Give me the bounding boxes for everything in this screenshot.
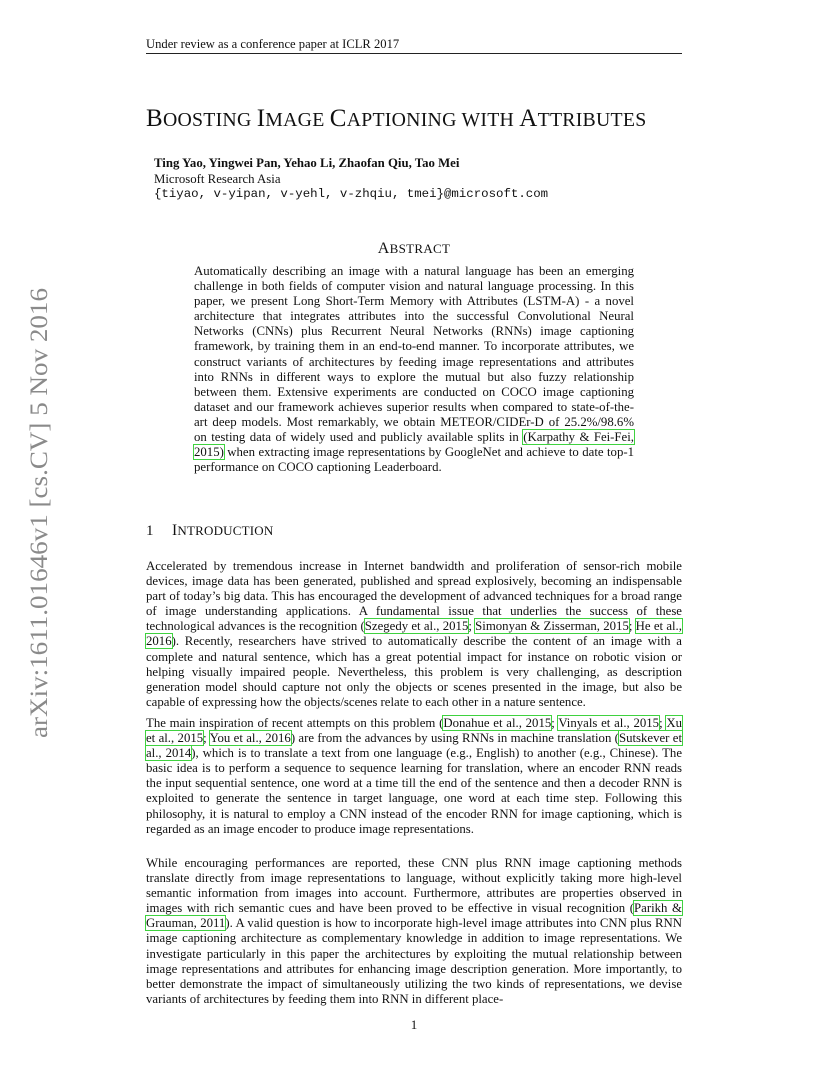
running-header: Under review as a conference paper at ICLR 2017 <box>146 37 400 51</box>
paper-title <box>146 104 706 135</box>
body-text: ; <box>551 716 559 730</box>
body-text: ) are from the advances by using RNNs in machine translation ( <box>290 731 619 746</box>
citation-link[interactable]: Simonyan & Zisserman, 2015 <box>475 619 629 634</box>
body-text: ), which is to translate a text from one language (e.g., English) to another (e.g., Chinese). The basic idea is to perform a sequence to sequence learning for translation, where an encoder RNN reads the input sequential sentence, one word at a time till the end of the sentence and then a decoder RNN is exploited to generate the sentence in target language, one word at each time step. Following this philosophy, it is natural to employ a CNN instead of the encoder RNN for image captioning, which is regarded as an image encoder to produce image representations. <box>146 746 682 836</box>
heading-rest: NTRODUCTION <box>177 523 274 538</box>
body-text: ; <box>628 619 636 634</box>
citation-link[interactable]: Parikh & Grauman, 2011 <box>146 901 682 931</box>
abstract-text: Automatically describing an image with a natural language has been an emerging challenge in both fields of computer vision and natural language processing. In this paper, we present Long Short-Term Memory with Attributes (LSTM-A) - a novel architecture that integrates attributes into the successful Convolutional Neural Networks (CNNs) plus Recurrent Neural Networks (RNNs) image captioning framework, by training them in an end-to-end manner. To incorporate attributes, we construct variants of architectures by feeding image representations and attributes into RNNs in different ways to explore the mutual but also fuzzy relationship between them. Extensive experiments are conducted on COCO image captioning dataset and our framework achieves superior results when compared to state-of-the-art deep models. Most remarkably, we obtain METEOR/CIDEr-D of 25.2%/98.6% on testing data of widely used and publicly available splits in <box>194 264 634 445</box>
intro-paragraph-2 <box>146 716 682 837</box>
arxiv-id: arXiv:1611.01646v1 [cs.CV] 5 Nov 2016 <box>26 322 53 738</box>
heading-cap: I <box>172 522 178 539</box>
citation-link[interactable]: (Karpathy & Fei-Fei, 2015) <box>194 430 634 460</box>
intro-paragraph-3 <box>146 856 682 1007</box>
arxiv-stamp <box>20 288 54 738</box>
body-text: ; <box>659 716 667 730</box>
heading-rest: BSTRACT <box>389 241 451 256</box>
page-number: 1 <box>410 1017 418 1032</box>
heading-cap: A <box>377 240 390 257</box>
title-cap: C <box>329 105 347 132</box>
citation-link[interactable]: Sutskever et al., 2014 <box>146 731 682 761</box>
header-rule <box>146 53 682 54</box>
citation-link[interactable]: Donahue et al., 2015 <box>443 716 552 730</box>
affiliation: Microsoft Research Asia <box>154 172 281 186</box>
author-list: Ting Yao, Yingwei Pan, Yehao Li, Zhaofan Qiu, Tao Mei <box>154 156 460 170</box>
body-text: ). Recently, researchers have strived to automatically describe the content of an image with a complete and natural sentence, which has a great potential impact for instance on robotic vision or helping visually impaired people. Nevertheless, this problem is very challenging, as description generation model should capture not only the objects or scenes presented in the image, but also be capable of expressing how the objects/scenes relate to each other in a nature sentence. <box>146 634 682 709</box>
title-word: APTIONING WITH <box>346 109 515 131</box>
abstract-heading <box>0 240 828 258</box>
citation-link[interactable]: Xu et al., 2015 <box>146 716 682 746</box>
abstract-text: when extracting image representations by GoogleNet and achieve to date top-1 performance on COCO captioning Leaderboard. <box>194 445 634 475</box>
title-word: TTRIBUTES <box>537 109 647 131</box>
intro-paragraph-1 <box>146 559 682 710</box>
body-text: The main inspiration of recent attempts on this problem ( <box>146 716 444 730</box>
body-text: Accelerated by tremendous increase in Internet bandwidth and proliferation of sensor-rich mobile devices, image data has been generated, published and spread explosively, becoming an indispensable part of today’s big data. This has encouraged the development of advanced techniques for a broad range of image understanding applications. A fundamental issue that underlies the success of these technological advances is the recognition ( <box>146 559 682 634</box>
title-word: OOSTING <box>162 109 252 131</box>
citation-link[interactable]: Szegedy et al., 2015 <box>364 619 469 634</box>
body-text: ; <box>468 619 476 634</box>
title-cap: I <box>256 105 266 132</box>
title-word: MAGE <box>265 109 325 131</box>
citation-link[interactable]: You et al., 2016 <box>209 731 291 746</box>
body-text: ; <box>203 731 210 746</box>
body-text: ). A valid question is how to incorporate high-level image attributes into CNN plus RNN image captioning architecture as complementary knowledge in addition to image representations. We investigate particularly in this paper the architectures by exploiting the mutual relationship between image representations and attributes for enhancing image description generation. More importantly, to better demonstrate the impact of simultaneously utilizing the two kinds of representations, we devise variants of architectures by feeding them into RNN in different place- <box>146 916 682 1006</box>
author-emails: {tiyao, v-yipan, v-yehl, v-zhqiu, tmei}@microsoft.com <box>154 187 549 201</box>
citation-link[interactable]: Vinyals et al., 2015 <box>558 716 660 730</box>
citation-link[interactable]: He et al., 2016 <box>146 619 682 649</box>
title-cap: A <box>519 105 538 132</box>
abstract-body <box>194 264 634 475</box>
section-number: 1 <box>146 523 154 539</box>
body-text: While encouraging performances are reported, these CNN plus RNN image captioning methods translate directly from image representations to language, without explicitly taking more high-level semantic information from images into account. Furthermore, attributes are properties observed in images with rich semantic cues and have been proved to be effective in visual recognition ( <box>146 856 682 916</box>
section-heading-introduction <box>146 522 273 540</box>
title-cap: B <box>146 105 163 132</box>
